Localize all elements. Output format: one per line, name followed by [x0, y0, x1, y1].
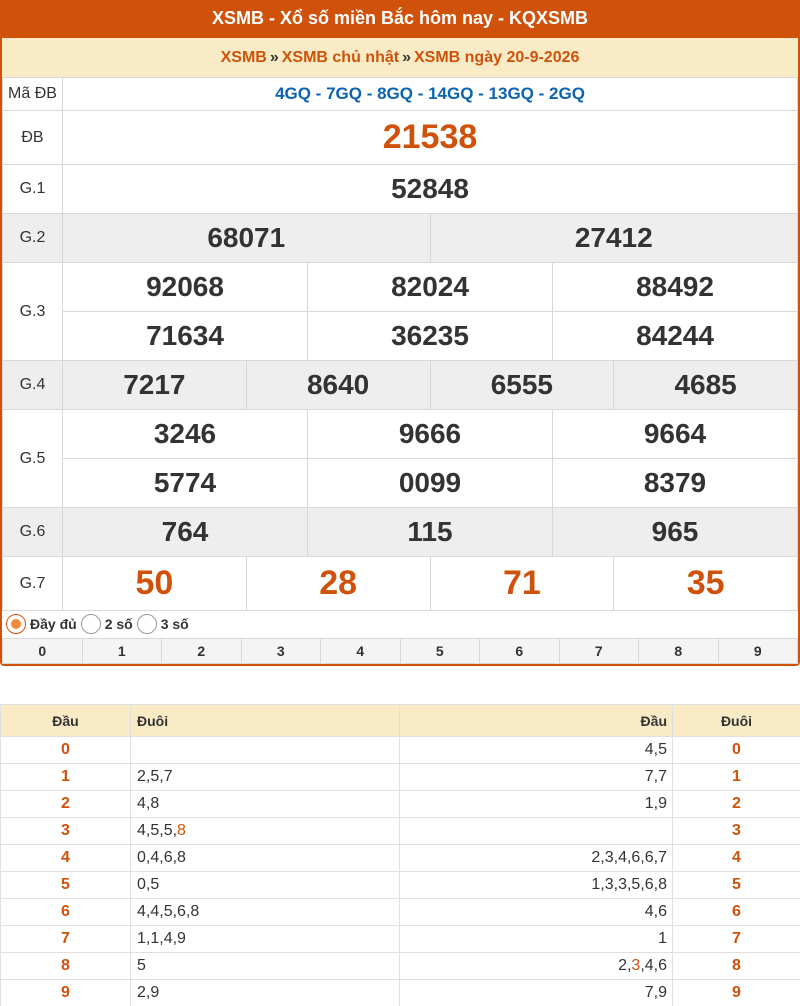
loto-duoi: 4,4,5,6,8	[131, 899, 400, 926]
prize-db-number: 21538	[382, 118, 478, 156]
prize-g4-number: 4685	[674, 369, 737, 400]
loto-duoi-right: 4	[673, 845, 800, 872]
loto-row	[1, 872, 800, 899]
loto-row	[1, 764, 800, 791]
loto-header-dau-right: Đầu	[400, 705, 673, 737]
loto-duoi	[131, 818, 400, 845]
loto-dau-right	[400, 818, 673, 845]
loto-dau-right: 1	[400, 926, 673, 953]
prize-g4-label: G.4	[3, 361, 63, 410]
loto-row	[1, 737, 800, 764]
digit-filter-button[interactable]: 1	[82, 639, 162, 664]
loto-dau: 6	[1, 899, 131, 926]
loto-dau: 1	[1, 764, 131, 791]
breadcrumb-separator: »	[402, 49, 411, 66]
loto-dau: 4	[1, 845, 131, 872]
loto-duoi-right: 3	[673, 818, 800, 845]
loto-dau-right: 7,9	[400, 980, 673, 1006]
ma-db-value: 4GQ - 7GQ - 8GQ - 14GQ - 13GQ - 2GQ	[63, 78, 798, 111]
loto-dau: 5	[1, 872, 131, 899]
radio-empty-icon[interactable]	[137, 614, 157, 634]
loto-row	[1, 926, 800, 953]
loto-duoi: 5	[131, 953, 400, 980]
loto-dau-right: 2,3,4,6,6,7	[400, 845, 673, 872]
loto-row	[1, 845, 800, 872]
prize-g2-number: 68071	[207, 222, 286, 253]
display-options	[2, 610, 798, 638]
prize-g5-number: 9666	[398, 418, 462, 449]
loto-duoi-right: 8	[673, 953, 800, 980]
loto-duoi	[131, 737, 400, 764]
loto-row	[1, 818, 800, 845]
option-full-radio[interactable]	[6, 614, 77, 634]
loto-dau: 7	[1, 926, 131, 953]
prize-g1-label: G.1	[3, 165, 63, 214]
digit-filter-button[interactable]: 0	[3, 639, 83, 664]
loto-dau-text: ,4,6	[640, 957, 667, 974]
prize-g2-number: 27412	[574, 222, 653, 253]
prize-g5-number: 3246	[153, 418, 217, 449]
loto-duoi-text: 4,5,5,	[137, 822, 178, 839]
digit-filter-button[interactable]: 7	[559, 639, 639, 664]
prize-g7-label: G.7	[3, 557, 63, 611]
prize-g3-number: 88492	[636, 271, 714, 302]
digit-filter-button[interactable]: 3	[241, 639, 321, 664]
loto-header-duoi: Đuôi	[131, 705, 400, 737]
loto-duoi-right: 1	[673, 764, 800, 791]
loto-dau-right: 1,9	[400, 791, 673, 818]
prize-g3-label: G.3	[3, 263, 63, 361]
prize-g5-number: 8379	[643, 467, 707, 498]
digit-filter-button[interactable]: 8	[639, 639, 719, 664]
loto-duoi-right: 6	[673, 899, 800, 926]
loto-row	[1, 953, 800, 980]
loto-dau-right: 4,6	[400, 899, 673, 926]
loto-duoi-right: 2	[673, 791, 800, 818]
option-2-digits-label: 2 số	[104, 616, 133, 632]
prize-g6-number: 764	[161, 516, 209, 547]
loto-dau: 8	[1, 953, 131, 980]
results-table	[2, 77, 798, 611]
loto-duoi: 0,5	[131, 872, 400, 899]
loto-dau-right: 7,7	[400, 764, 673, 791]
breadcrumb-xsmb-date[interactable]: XSMB ngày 20-9-2026	[413, 49, 580, 66]
prize-g6-label: G.6	[3, 508, 63, 557]
loto-row	[1, 899, 800, 926]
loto-dau-text: 2,	[618, 957, 632, 974]
page-title: XSMB - Xổ số miền Bắc hôm nay - KQXSMB	[0, 0, 800, 38]
prize-g1-number: 52848	[391, 173, 469, 204]
prize-g4-number: 8640	[306, 369, 370, 400]
loto-dau: 0	[1, 737, 131, 764]
loto-dau-right: 4,5	[400, 737, 673, 764]
loto-header-duoi-right: Đuôi	[673, 705, 800, 737]
loto-dau: 9	[1, 980, 131, 1006]
prize-g2-label: G.2	[3, 214, 63, 263]
radio-empty-icon[interactable]	[81, 614, 101, 634]
prize-g5-label: G.5	[3, 410, 63, 508]
loto-highlight: 3	[631, 957, 641, 974]
prize-g4-number: 6555	[490, 369, 554, 400]
digit-filter-button[interactable]: 5	[400, 639, 480, 664]
prize-g7-number: 71	[502, 564, 541, 602]
loto-duoi-right: 9	[673, 980, 800, 1006]
prize-g6-number: 965	[651, 516, 699, 547]
loto-duoi-right: 7	[673, 926, 800, 953]
prize-g3-number: 84244	[636, 320, 714, 351]
loto-dau-right	[400, 953, 673, 980]
prize-g4-number: 7217	[123, 369, 186, 400]
prize-g3-number: 82024	[391, 271, 469, 302]
loto-duoi: 4,8	[131, 791, 400, 818]
breadcrumb	[2, 38, 798, 77]
prize-g5-number: 0099	[398, 467, 462, 498]
loto-row	[1, 791, 800, 818]
digit-filter-button[interactable]: 2	[162, 639, 242, 664]
digit-filter-button[interactable]: 9	[718, 639, 798, 664]
breadcrumb-xsmb[interactable]: XSMB	[220, 49, 267, 66]
prize-g3-number: 71634	[146, 320, 224, 351]
breadcrumb-xsmb-sunday[interactable]: XSMB chủ nhật	[281, 49, 400, 66]
option-full-label: Đầy đủ	[30, 616, 77, 632]
loto-dau: 3	[1, 818, 131, 845]
digit-filter-button[interactable]: 4	[321, 639, 401, 664]
loto-duoi-right: 5	[673, 872, 800, 899]
loto-highlight: 8	[177, 822, 186, 839]
radio-selected-icon[interactable]	[6, 614, 26, 634]
prize-db-label: ĐB	[3, 111, 63, 165]
prize-g3-number: 92068	[146, 271, 224, 302]
option-3-digits-label: 3 số	[160, 616, 189, 632]
prize-g7-number: 50	[135, 564, 174, 602]
loto-duoi: 0,4,6,8	[131, 845, 400, 872]
loto-header-dau: Đầu	[1, 705, 131, 737]
loto-dau-right: 1,3,3,5,6,8	[400, 872, 673, 899]
prize-g3-number: 36235	[391, 320, 469, 351]
loto-duoi: 1,1,4,9	[131, 926, 400, 953]
prize-g7-number: 28	[319, 564, 358, 602]
prize-g5-number: 9664	[643, 418, 707, 449]
breadcrumb-separator: »	[269, 49, 279, 66]
option-3-digits-radio[interactable]	[137, 614, 189, 634]
loto-duoi: 2,5,7	[131, 764, 400, 791]
prize-g6-number: 115	[407, 516, 453, 547]
loto-duoi: 2,9	[131, 980, 400, 1006]
ma-db-label: Mã ĐB	[3, 78, 63, 111]
loto-duoi-right: 0	[673, 737, 800, 764]
option-2-digits-radio[interactable]	[81, 614, 133, 634]
prize-g7-number: 35	[686, 564, 725, 602]
loto-table	[0, 704, 800, 1006]
digit-filter-button[interactable]: 6	[480, 639, 560, 664]
digit-filter	[2, 638, 798, 664]
loto-dau: 2	[1, 791, 131, 818]
loto-row	[1, 980, 800, 1006]
prize-g5-number: 5774	[153, 467, 217, 498]
